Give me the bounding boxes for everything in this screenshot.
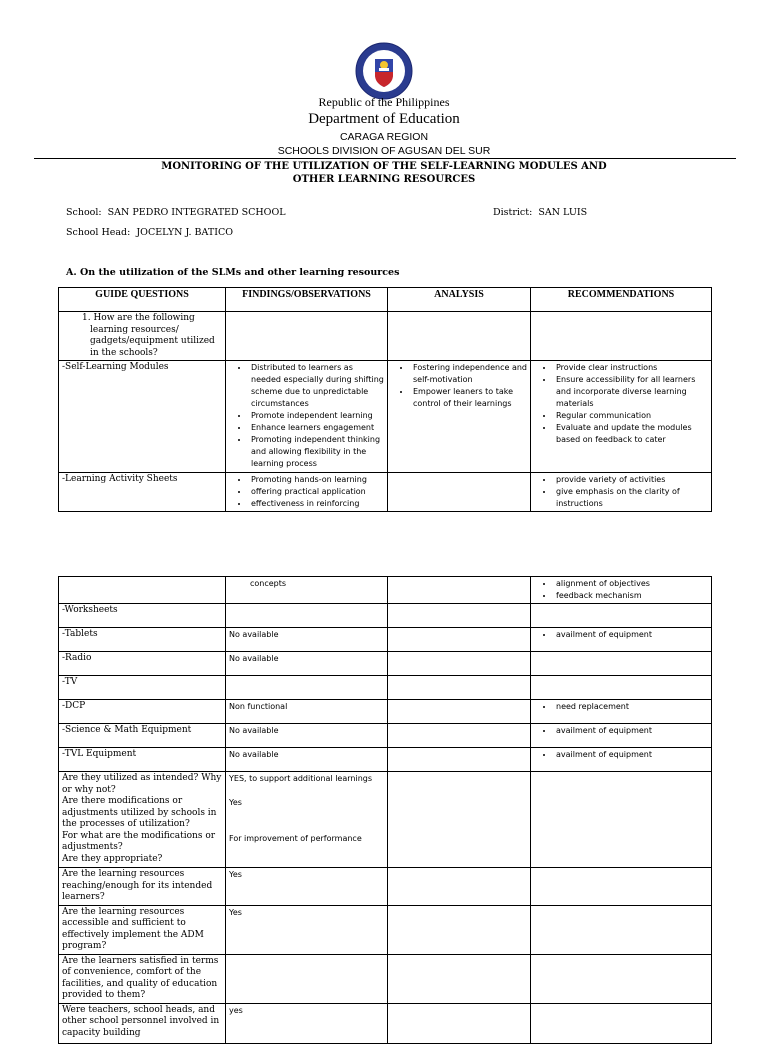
- tablets-findings: No available: [226, 628, 388, 652]
- question-learners-satisfied: Are the learners satisfied in terms of convenience, comfort of the facilities, and quality of education provided to them?: [59, 954, 226, 1003]
- table-row: [59, 361, 712, 473]
- school-head-field: [66, 227, 233, 238]
- table-row: [59, 1003, 712, 1043]
- table-row: [59, 954, 712, 1003]
- region-line: CARAGA REGION: [339, 131, 429, 143]
- row-label-worksheets: -Worksheets: [59, 604, 226, 628]
- utilized-as-intended-findings: YES, to support additional learnings Yes For improvement of performance: [226, 772, 388, 868]
- las-findings: • Promoting hands-on learning • offering practical application • effectiveness in reinforcing: [226, 473, 388, 512]
- question-utilized-as-intended: Are they utilized as intended? Why or why not? Are there modifications or adjustments utilized by schools in the processes of utilization? For what are the modifications or adjustments? Are they appropriate?: [59, 772, 226, 868]
- slm-analysis: • Fostering independence and self-motivation • Empower leaners to take control of their learnings: [388, 361, 531, 473]
- row-label-las: -Learning Activity Sheets: [59, 473, 226, 512]
- district-field: [493, 207, 587, 218]
- row-label-slm: -Self-Learning Modules: [59, 361, 226, 473]
- district-value: SAN LUIS: [538, 207, 588, 218]
- section-a-heading: A. On the utilization of the SLMs and other learning resources: [66, 267, 400, 278]
- guide-question-1: 1. How are the following learning resources/ gadgets/equipment utilized in the schools?: [59, 312, 226, 361]
- slm-utilization-table-continued: [58, 576, 712, 1044]
- table-row: [59, 868, 712, 906]
- table-row: [59, 700, 712, 724]
- table-row: [59, 473, 712, 512]
- slm-findings: • Distributed to learners as needed especially during shifting scheme due to unpredictable circumstances • Promote independent learning • Enhance learners engagement • Promoting independent thinking and allowing flexibility in the learning process: [226, 361, 388, 473]
- table-row: [59, 772, 712, 868]
- table-row: [59, 604, 712, 628]
- deped-seal: [355, 42, 413, 100]
- table-row: [59, 748, 712, 772]
- las-findings-continued: concepts: [226, 577, 388, 604]
- header-recommendations: RECOMMENDATIONS: [531, 288, 712, 312]
- tvl-findings: No available: [226, 748, 388, 772]
- school-label: School:: [66, 207, 102, 218]
- row-label-dcp: -DCP: [59, 700, 226, 724]
- dcp-findings: Non functional: [226, 700, 388, 724]
- tvl-recommendations: • availment of equipment: [531, 748, 712, 772]
- table-row: [59, 312, 712, 361]
- table-row: [59, 676, 712, 700]
- reaching-learners-findings: Yes: [226, 868, 388, 906]
- district-label: District:: [493, 207, 533, 218]
- question-accessible-sufficient: Are the learning resources accessible and sufficient to effectively implement the ADM program?: [59, 905, 226, 954]
- division-line: SCHOOLS DIVISION OF AGUSAN DEL SUR: [277, 145, 491, 157]
- question-reaching-learners: Are the learning resources reaching/enough for its intended learners?: [59, 868, 226, 906]
- row-label-tv: -TV: [59, 676, 226, 700]
- science-math-findings: No available: [226, 724, 388, 748]
- school-head-label: School Head:: [66, 227, 131, 238]
- department-line: Department of Education: [308, 111, 460, 127]
- slm-recommendations: • Provide clear instructions • Ensure accessibility for all learners and incorporate diverse learning materials • Regular communication • Evaluate and update the modules based on feedback to cater: [531, 361, 712, 473]
- table-row: [59, 652, 712, 676]
- las-recommendations: • provide variety of activities • give emphasis on the clarity of instructions: [531, 473, 712, 512]
- row-label-radio: -Radio: [59, 652, 226, 676]
- row-label-tvl: -TVL Equipment: [59, 748, 226, 772]
- header-divider: [34, 158, 736, 159]
- teachers-involved-findings: yes: [226, 1003, 388, 1043]
- school-head-value: JOCELYN J. BATICO: [136, 227, 234, 238]
- table-row: [59, 724, 712, 748]
- table-row: [59, 628, 712, 652]
- header-analysis: ANALYSIS: [388, 288, 531, 312]
- school-field: [66, 207, 286, 218]
- header-guide-questions: GUIDE QUESTIONS: [59, 288, 226, 312]
- document-title-line1: MONITORING OF THE UTILIZATION OF THE SELF-LEARNING MODULES AND: [161, 161, 607, 172]
- tablets-recommendations: • availment of equipment: [531, 628, 712, 652]
- accessible-sufficient-findings: Yes: [226, 905, 388, 954]
- las-recommendations-continued: • alignment of objectives • feedback mechanism: [531, 577, 712, 604]
- table-row: [59, 577, 712, 604]
- row-label-science-math: -Science & Math Equipment: [59, 724, 226, 748]
- radio-findings: No available: [226, 652, 388, 676]
- header-findings: FINDINGS/OBSERVATIONS: [226, 288, 388, 312]
- republic-line: Republic of the Philippines: [318, 95, 450, 109]
- dcp-recommendations: • need replacement: [531, 700, 712, 724]
- slm-utilization-table: [58, 287, 712, 512]
- table-row: [59, 905, 712, 954]
- row-label-tablets: -Tablets: [59, 628, 226, 652]
- question-teachers-involved: Were teachers, school heads, and other school personnel involved in capacity building: [59, 1003, 226, 1043]
- document-title-line2: OTHER LEARNING RESOURCES: [292, 174, 476, 185]
- school-value: SAN PEDRO INTEGRATED SCHOOL: [107, 207, 286, 218]
- science-math-recommendations: • availment of equipment: [531, 724, 712, 748]
